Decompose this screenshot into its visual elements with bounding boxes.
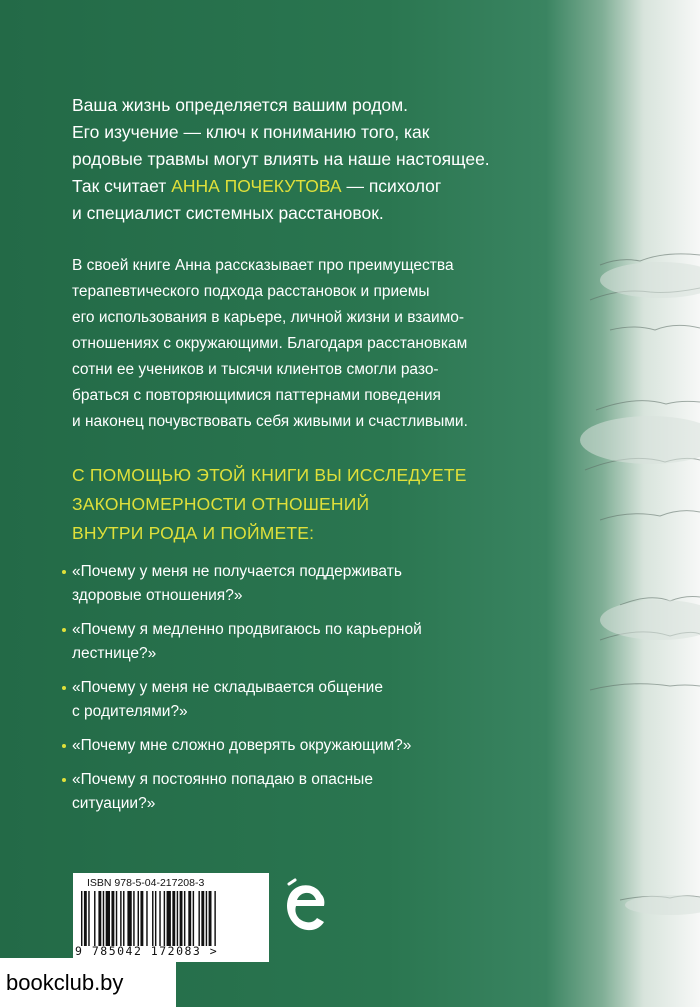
intro-paragraph: [72, 92, 572, 227]
ean-digits: 9 785042 172083 >: [75, 944, 219, 958]
description-line: и наконец почувствовать себя живыми и счастливыми.: [72, 413, 468, 430]
section-heading: [72, 461, 572, 548]
site-watermark: bookclub.by: [0, 958, 176, 1007]
description-line: терапевтического подхода расстановок и приемы: [72, 283, 430, 300]
bullet-dot-icon: [62, 686, 66, 690]
intro-line: и специалист системных расстановок.: [72, 203, 384, 223]
heading-line: ЗАКОНОМЕРНОСТИ ОТНОШЕНИЙ: [72, 494, 370, 514]
list-item: «Почему у меня не складывается общение с родителями?»: [62, 676, 572, 724]
intro-line: Его изучение — ключ к пониманию того, как: [72, 122, 430, 142]
eksmo-e-logo-icon: [283, 878, 327, 936]
description-line: его использования в карьере, личной жизни и взаимо-: [72, 309, 465, 326]
description-line: отношениях с окружающими. Благодаря расстановкам: [72, 335, 468, 352]
isbn-barcode: [73, 873, 269, 962]
description-paragraph: [72, 253, 572, 435]
bullet-dot-icon: [62, 570, 66, 574]
description-line: сотни ее учеников и тысячи клиентов смогли разо-: [72, 361, 439, 378]
description-line: браться с повторяющимися паттернами поведения: [72, 387, 441, 404]
list-item: «Почему мне сложно доверять окружающим?»: [62, 734, 572, 758]
isbn-number: ISBN 978-5-04-217208-3: [87, 877, 205, 889]
intro-line: Ваша жизнь определяется вашим родом.: [72, 95, 409, 115]
bullet-dot-icon: [62, 778, 66, 782]
questions-list: [62, 560, 572, 816]
barcode-bars: [81, 891, 263, 946]
intro-line-author: Так считает АННА ПОЧЕКУТОВА — психолог: [72, 176, 442, 196]
heading-line: С ПОМОЩЬЮ ЭТОЙ КНИГИ ВЫ ИССЛЕДУЕТЕ: [72, 465, 467, 485]
bullet-dot-icon: [62, 744, 66, 748]
list-item: «Почему я медленно продвигаюсь по карьерной лестнице?»: [62, 618, 572, 666]
cover-text: [72, 92, 572, 826]
list-item: «Почему у меня не получается поддерживать здоровые отношения?»: [62, 560, 572, 608]
description-line: В своей книге Анна рассказывает про преимущества: [72, 257, 454, 274]
heading-line: ВНУТРИ РОДА И ПОЙМЕТЕ:: [72, 523, 315, 543]
intro-line: родовые травмы могут влиять на наше настоящее.: [72, 149, 490, 169]
author-name: АННА ПОЧЕКУТОВА: [171, 176, 342, 196]
list-item: «Почему я постоянно попадаю в опасные ситуации?»: [62, 768, 572, 816]
bullet-dot-icon: [62, 628, 66, 632]
